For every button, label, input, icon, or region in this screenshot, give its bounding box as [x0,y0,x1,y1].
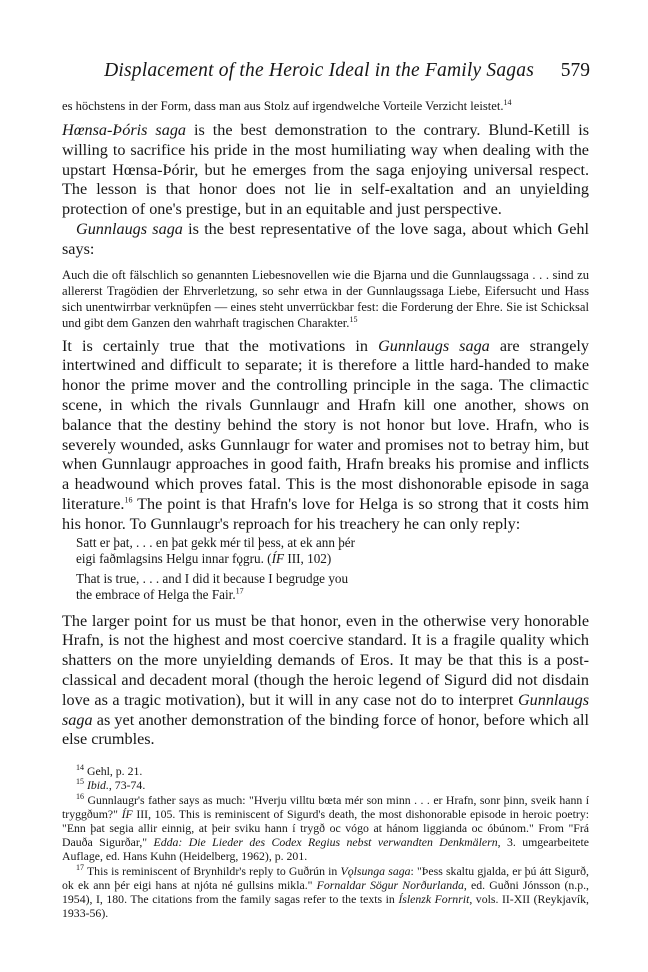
saga-title: Vǫlsunga saga [340,863,411,878]
footnote-17 [62,864,589,921]
series-title: Íslenzk Fornrit [398,891,470,906]
footnote-number: 15 [76,777,84,787]
saga-title: Gunnlaugs saga [378,336,490,355]
paragraph-text: The point is that Hrafn's love for Helga is so strong that it costs him his honor. To Gunnlaugr's reproach for his treachery he can only reply: [62,494,589,533]
verse-citation: III, 102) [284,550,332,566]
footnote-ibid: Ibid. [86,778,109,793]
page-number: 579 [560,60,590,81]
footnote-14 [62,764,589,778]
quote-continuation-text: es höchstens in der Form, dass man aus Stolz auf irgendwelche Vorteile Verzicht leistet. [62,99,504,113]
footnote-15 [62,778,589,792]
saga-title: Gunnlaugs saga [62,690,589,729]
source-abbrev: ÍF [271,550,285,566]
saga-title: Hœnsa-Þóris saga [62,121,187,139]
source-abbrev: ÍF [121,806,133,821]
footnote-text: Gehl, p. 21. [84,764,143,779]
paragraph-text: are strangely intertwined and difficult to separate; it is therefore a little hard-handed to make honor the prime mover and the controlling principle in the saga. The climactic scene, in which the rivals Gunnlaugr and Hrafn kill one another, shows on balance that the destiny behind the story is not honor but love. Hrafn, who is severely wounded, asks Gunnlaugr for water and promises not to betray him, but when Gunnlaugr approaches in good faith, Hrafn breaks his promise and inflicts a headwound which proves fatal. This is the most dishonorable episode in saga literature. [62,336,589,513]
gehl-quotation [62,267,589,331]
footnote-number: 16 [76,791,84,801]
paragraph-text: as yet another demonstration of the binding force of honor, before which all else crumbles. [62,710,589,749]
paragraph-hoensa-thoris [62,121,589,220]
footnote-ref-17: 17 [235,586,244,596]
paragraph-text: is the best representative of the love saga, about which Gehl says: [62,219,589,258]
footnote-text: This is reminiscent of Brynhildr's reply to Guðrún in [84,863,341,878]
footnote-ref-14: 14 [503,97,512,107]
paragraph-text: is the best demonstration to the contrary. Blund-Ketill is willing to sacrifice his pride in the most humiliating way when dealing with the upstart Hœnsa-Þórir, but he emerges from the saga enjoying universal respect. The lesson is that honor does not lie in self-exaltation and an unyielding protection of one's prestige, but in an equitable and just perspective. [62,121,589,219]
verse-text: eigi faðmlagsins Helgu innar fǫgru. ( [76,550,272,566]
footnote-ref-16: 16 [124,495,133,505]
footnote-text: , 3. umgearbeitete Auflage, ed. Hans Kuhn (Heidelberg, 1962), p. 201. [62,835,590,864]
paragraph-larger-point [62,612,589,751]
saga-title: Gunnlaugs saga [76,219,183,238]
translation-line [76,587,589,603]
footnote-text: : "Þess skaltu gjalda, er þú átt Sigurð, ok ek ann þér eigi hans at njóta né gullsins mikla." [62,863,589,892]
footnote-number: 14 [76,763,84,773]
verse-quotation [62,535,589,603]
footnote-16 [62,793,589,864]
quotation-text: Auch die oft fälschlich so genannten Liebesnovellen wie die Bjarna und die Gunnlaugssaga . . . sind zu allererst Tragödien der Ehrverletzung, so sehr etwa in der Gunnlaugssaga Liebe, Eifersucht und Hass sich unentwirrbar verknüpfen — eines steht unverrückbar fest: die Forderung der Ehre. Sie ist Schicksal und gibt dem Ganzen den wahrhaft tragischen Charakter. [62,267,589,330]
translation-line: That is true, . . . and I did it because I begrudge you [76,570,349,586]
paragraph-motivations [62,337,589,535]
quote-continuation [62,98,589,114]
footnote-text: , 73-74. [108,778,146,793]
footnote-text: III, 105. This is reminiscent of Sigurd's death, the most dishonorable episode in heroic poetry: "Enn þat segia allir einnig, at þeir sviku hann í trygð oc vógo at hánom liggianda oc óbúnom." From "Frá Dauða Sigurðar," [62,806,589,850]
body-text [62,98,589,920]
page-header [100,60,590,90]
footnote-ref-15: 15 [349,314,358,324]
book-title: Fornaldar Sögur Norðurlanda [316,877,464,892]
footnote-text: Gunnlaugr's father says as much: "Hverju villtu bœta mér son minn . . . er Hrafn, sonr þinn, sveik hann í tryggðum?" [62,792,589,821]
translation-text: the embrace of Helga the Fair. [76,586,236,602]
paragraph-text: It is certainly true that the motivations in [62,336,379,355]
footnote-text: , vols. II-XII (Reykjavík, 1933-56). [62,891,589,921]
footnote-number: 17 [76,862,84,872]
verse-translation [76,571,589,603]
verse-line [76,551,589,567]
book-title: Edda: Die Lieder des Codex Regius nebst verwandten Denkmälern [153,835,498,850]
paragraph-text: The larger point for us must be that honor, even in the otherwise very honorable Hrafn, is not the highest and most coercive standard. It is a fragile quality which shatters on the more unyielding demands of Eros. It may be that this is a post-classical and decadent moral (though the heroic legend of Sigurd did not disdain love as a tragic motivation), but it will in any case not do to interpret [62,611,589,709]
running-title: Displacement of the Heroic Ideal in the Family Sagas [104,60,534,81]
footnotes [62,764,589,920]
footnote-text: , ed. Guðni Jónsson (n.p., 1954), I, 180. The citations from the family sagas refer to the texts in [62,877,590,906]
paragraph-gunnlaugs-intro [62,220,589,260]
verse-line: Satt er þat, . . . en þat gekk mér til þess, at ek ann þér [76,534,356,550]
